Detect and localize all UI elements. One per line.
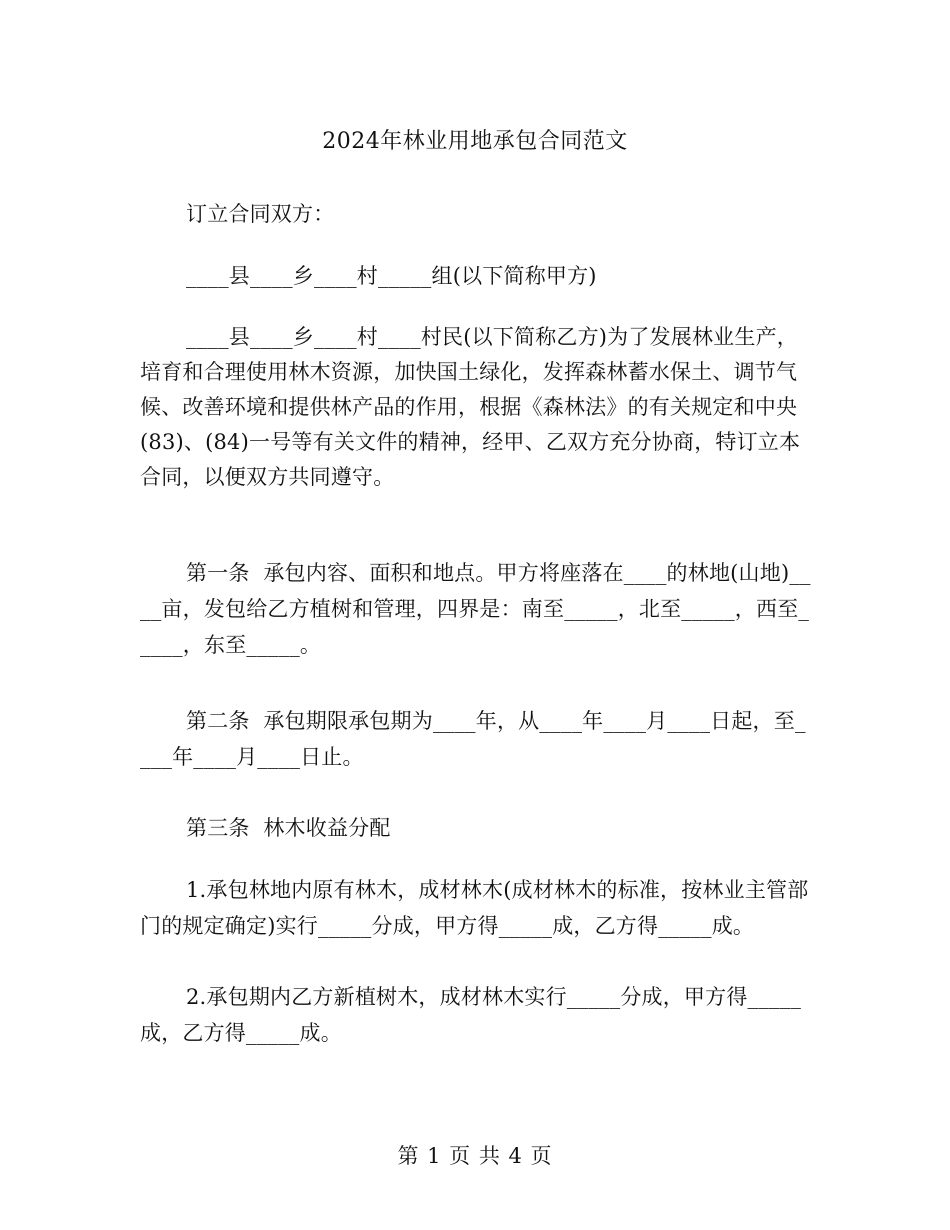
document-title: 2024年林业用地承包合同范文: [322, 129, 628, 154]
page-footer: 第 1 页 共 4 页: [397, 1144, 553, 1168]
contract-parties-heading: 订立合同双方：: [186, 202, 335, 226]
party-b-paragraph: ____县____乡____村____村民(以下简称乙方)为了发展林业生产，培育和合理使用林木资源，加快国土绿化，发挥森林蓄水保土、调节气候、改善环境和提供林产品的作用，根据《森林法》的有关规定和中央(83)、(84)一号等有关文件的精神，经甲、乙双方充分协商，特订立本合同，以便双方共同遵守。: [140, 325, 801, 489]
revenue-clause-two: 2.承包期内乙方新植树木，成材林木实行_____分成，甲方得_____成，乙方得_____成。: [140, 985, 802, 1045]
article-three-heading: 第三条 林木收益分配: [186, 816, 391, 840]
party-a-line: ____县____乡____村_____组(以下简称甲方): [186, 264, 597, 288]
article-one-paragraph: 第一条 承包内容、面积和地点。甲方将座落在____的林地(山地)____亩，发包给乙方植树和管理，四界是：南至_____，北至_____，西至_____，东至_____。: [140, 561, 811, 657]
article-two-paragraph: 第二条 承包期限承包期为____年，从____年____月____日起，至____年____月____日止。: [140, 709, 806, 769]
revenue-clause-one: 1.承包林地内原有林木，成材林木(成材林木的标准，按林业主管部门的规定确定)实行_____分成，甲方得_____成，乙方得_____成。: [140, 878, 809, 938]
